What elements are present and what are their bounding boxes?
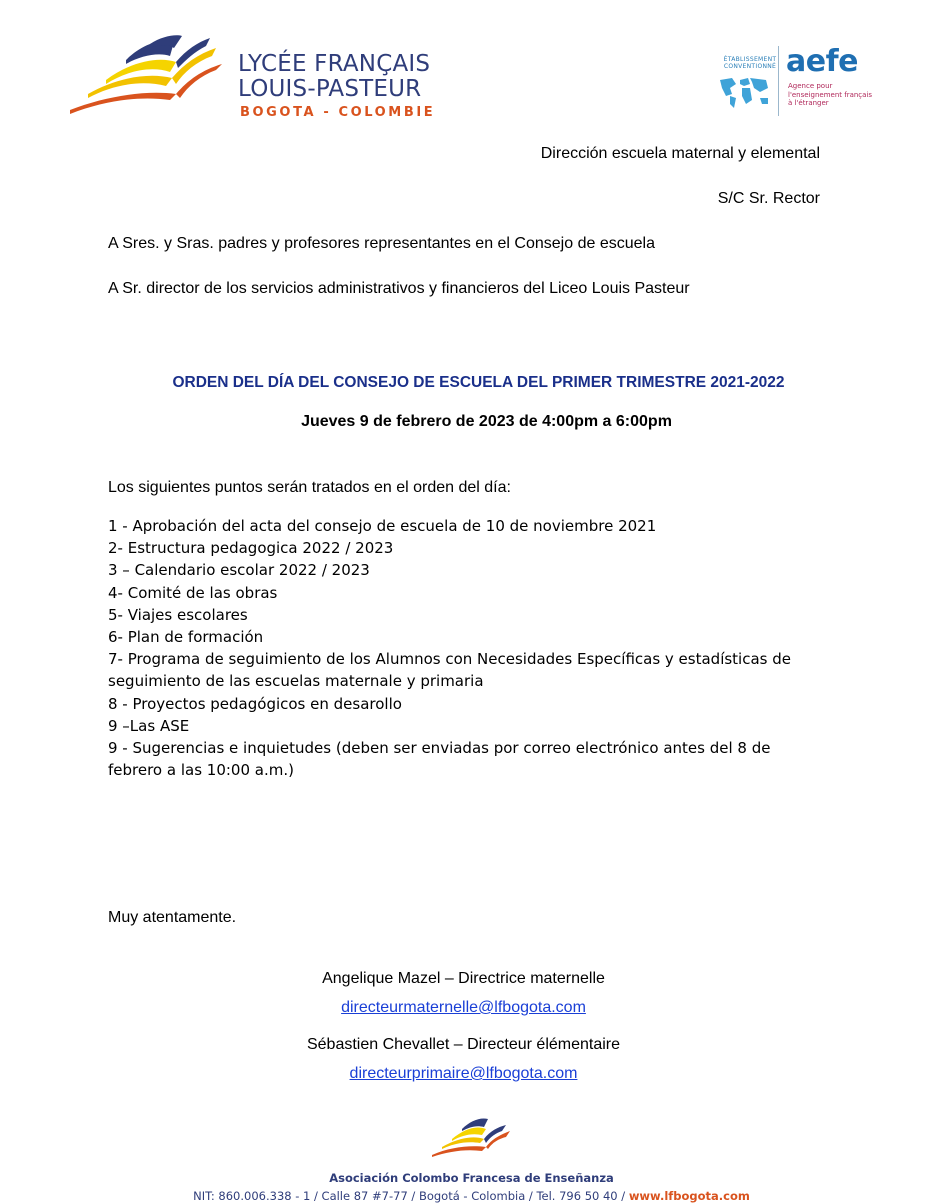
school-name-line2: LOUIS-PASTEUR bbox=[238, 76, 422, 102]
agenda-title: ORDEN DEL DÍA DEL CONSEJO DE ESCUELA DEL PRIMER TRIMESTRE 2021-2022 bbox=[172, 374, 785, 391]
recipient-line-1: A Sres. y Sras. padres y profesores representantes en el Consejo de escuela bbox=[108, 235, 655, 252]
aefe-divider bbox=[778, 46, 779, 116]
signer-maternelle: Angelique Mazel – Directrice maternelle bbox=[322, 970, 605, 987]
list-item: 8 - Proyectos pedagógicos en desarollo bbox=[108, 694, 402, 713]
email-maternelle-link[interactable]: directeurmaternelle@lfbogota.com bbox=[341, 999, 586, 1016]
aefe-wordmark: aefe bbox=[786, 44, 858, 79]
aefe-logo bbox=[716, 44, 876, 124]
list-item: 9 –Las ASE bbox=[108, 716, 190, 735]
email-maternelle-wrap bbox=[0, 999, 927, 1017]
aefe-tagline: Agence pour l'enseignement français à l'étranger bbox=[788, 82, 873, 107]
lycee-book-logo bbox=[66, 34, 226, 116]
list-item: 9 - Sugerencias e inquietudes (deben ser enviadas por correo electrónico antes del 8 de febrero a las 10:00 a.m.) bbox=[108, 739, 771, 780]
footer-book-logo bbox=[430, 1117, 512, 1159]
email-elementaire-link[interactable]: directeurprimaire@lfbogota.com bbox=[349, 1065, 578, 1082]
agenda-intro: Los siguientes puntos serán tratados en el orden del día: bbox=[108, 479, 511, 496]
list-item: 4- Comité de las obras bbox=[108, 583, 278, 602]
world-map-icon bbox=[716, 74, 772, 110]
footer-info bbox=[0, 1189, 927, 1203]
footer-address: NIT: 860.006.338 - 1 / Calle 87 #7-77 / Bogotá - Colombia / Tel. 796 50 40 / bbox=[193, 1189, 629, 1203]
meeting-date: Jueves 9 de febrero de 2023 de 4:00pm a 6:00pm bbox=[301, 413, 672, 430]
signer-elementaire: Sébastien Chevallet – Directeur élémentaire bbox=[306, 1036, 621, 1053]
sender-line-2: S/C Sr. Rector bbox=[717, 190, 820, 207]
list-item: 2- Estructura pedagogica 2022 / 2023 bbox=[108, 539, 394, 558]
aefe-establishment-label: ÉTABLISSEMENT CONVENTIONNÉ bbox=[723, 56, 777, 70]
list-item: 3 – Calendario escolar 2022 / 2023 bbox=[108, 561, 370, 580]
school-name-line1: LYCÉE FRANÇAIS bbox=[238, 51, 431, 77]
list-item: 5- Viajes escolares bbox=[108, 605, 248, 624]
list-item: 7- Programa de seguimiento de los Alumnos con Necesidades Específicas y estadísticas de seguimiento de las escuelas maternale y primaria bbox=[108, 650, 791, 691]
closing-text: Muy atentamente. bbox=[108, 909, 237, 926]
agenda-list bbox=[108, 515, 828, 781]
school-name bbox=[238, 52, 430, 102]
recipient-line-2: A Sr. director de los servicios administrativos y financieros del Liceo Louis Pasteur bbox=[108, 280, 690, 297]
list-item: 6- Plan de formación bbox=[108, 628, 264, 647]
sender-line-1: Dirección escuela maternal y elemental bbox=[540, 145, 820, 162]
list-item: 1 - Aprobación del acta del consejo de escuela de 10 de noviembre 2021 bbox=[108, 517, 657, 535]
email-elementaire-wrap bbox=[0, 1065, 927, 1083]
school-city: BOGOTA - COLOMBIE bbox=[240, 105, 436, 120]
footer-website-link[interactable]: www.lfbogota.com bbox=[628, 1189, 750, 1203]
footer-organization: Asociación Colombo Francesa de Enseñanza bbox=[329, 1171, 614, 1185]
